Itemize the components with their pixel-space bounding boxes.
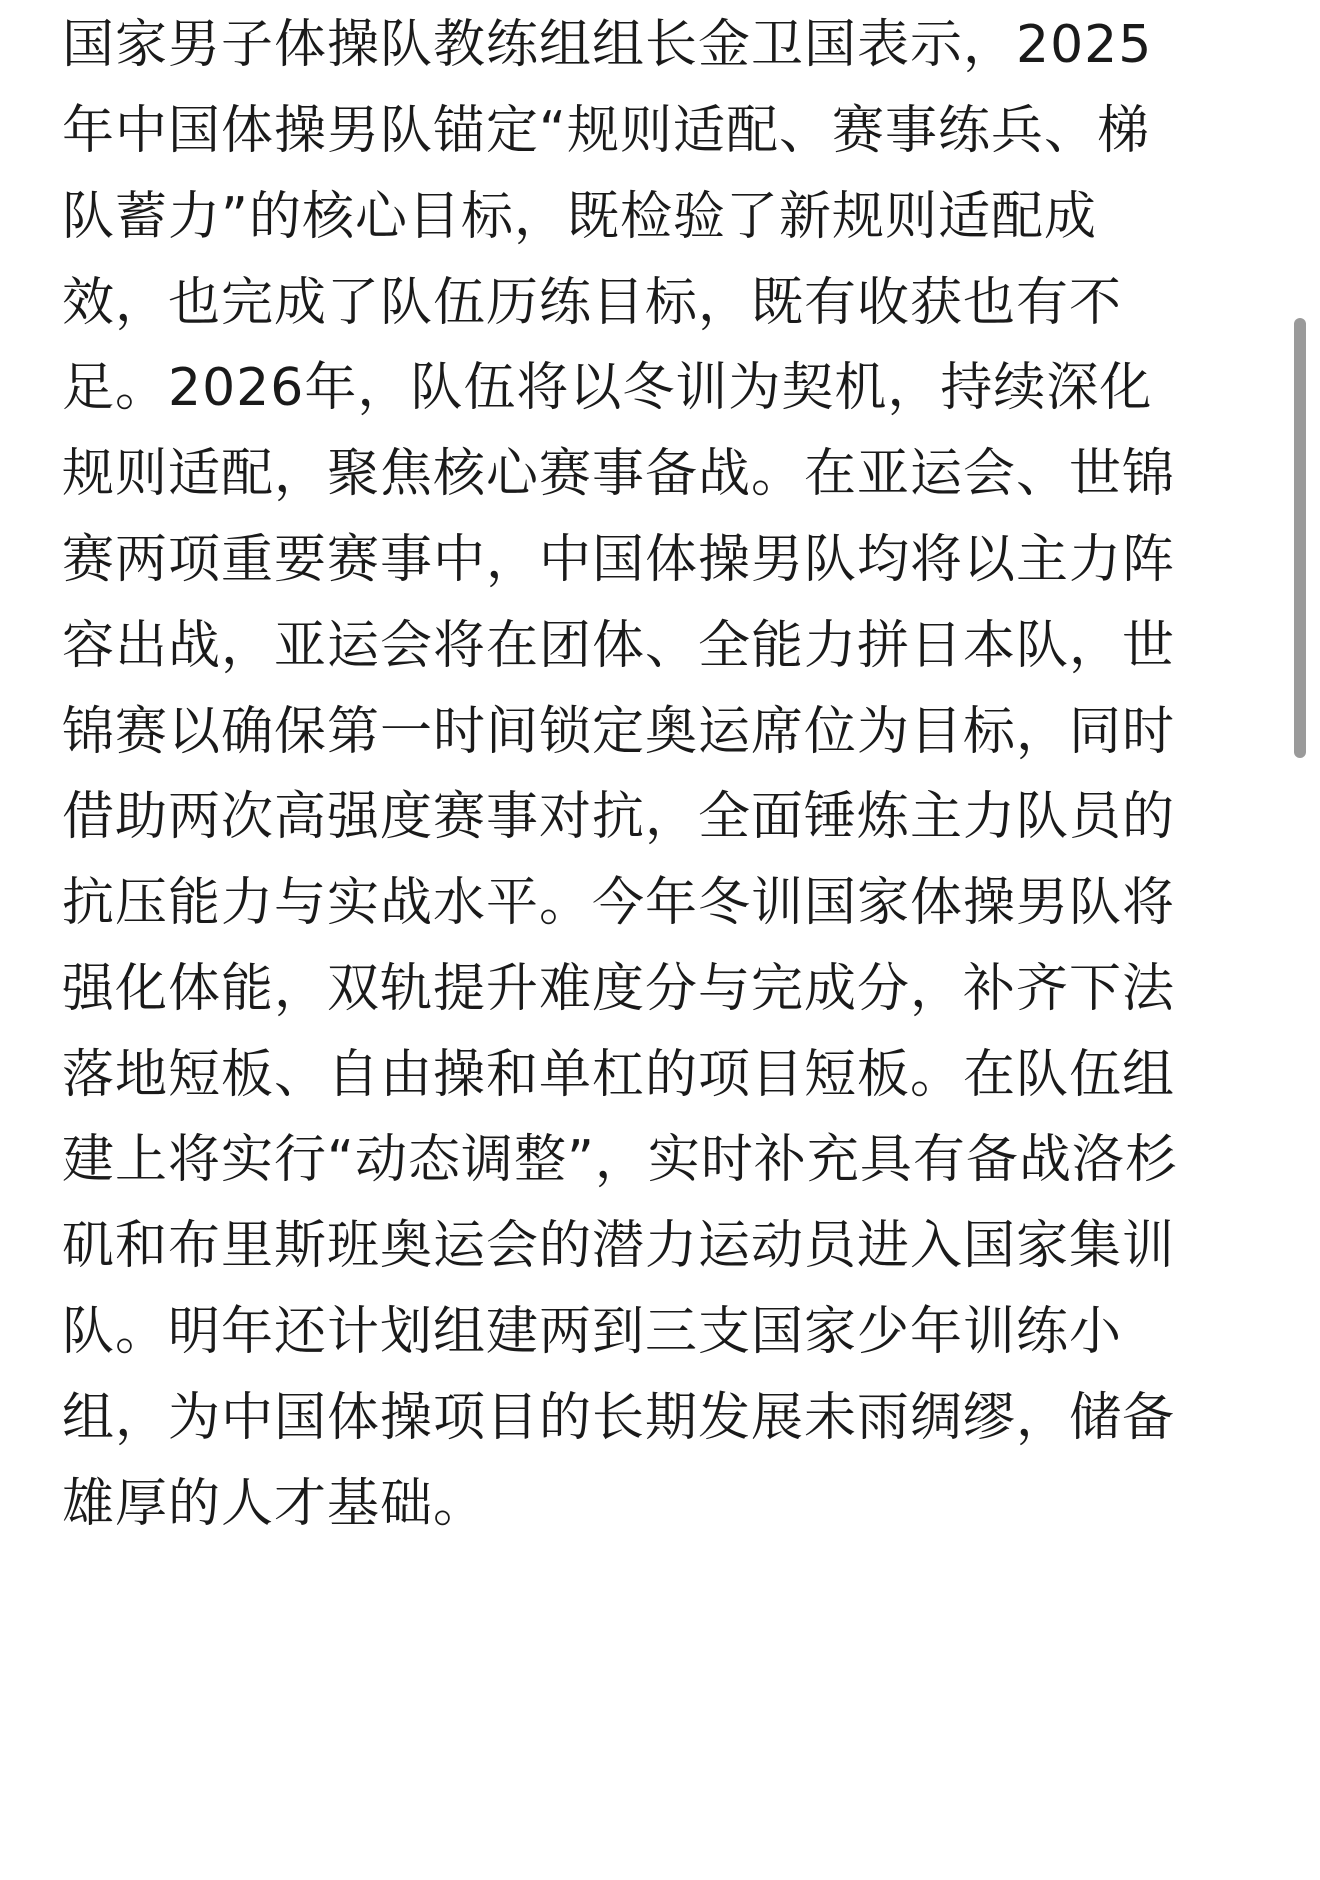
article-line-11: 抗压能力与实战水平。今年冬训国家体操男队将 [62,873,1176,933]
article-line-4: 效，也完成了队伍历练目标，既有收获也有不 [62,273,1123,333]
article-line-2: 年中国体操男队锚定“规则适配、赛事练兵、梯 [62,101,1150,161]
article-line-1: 国家男子体操队教练组组长金卫国表示，2025 [62,15,1153,75]
article-line-9: 锦赛以确保第一时间锁定奥运席位为目标，同时 [62,702,1176,762]
article-line-6: 规则适配，聚焦核心赛事备战。在亚运会、世锦 [62,444,1176,504]
article-line-5: 足。2026年，队伍将以冬训为契机，持续深化 [62,358,1153,418]
vertical-scrollbar[interactable] [1290,0,1320,1880]
article-line-15: 矶和布里斯班奥运会的潜力运动员进入国家集训 [62,1216,1176,1276]
scrollbar-thumb[interactable] [1294,318,1306,758]
article-line-12: 强化体能，双轨提升难度分与完成分，补齐下法 [62,959,1176,1019]
article-line-10: 借助两次高强度赛事对抗，全面锤炼主力队员的 [62,787,1176,847]
article-line-16: 队。明年还计划组建两到三支国家少年训练小 [62,1302,1123,1362]
article-line-7: 赛两项重要赛事中，中国体操男队均将以主力阵 [62,530,1176,590]
article-line-8: 容出战，亚运会将在团体、全能力拼日本队，世 [62,616,1176,676]
article-line-14: 建上将实行“动态调整”，实时补充具有备战洛杉 [62,1130,1178,1190]
article-line-17: 组，为中国体操项目的长期发展未雨绸缪，储备 [62,1388,1176,1448]
article-line-13: 落地短板、自由操和单杠的项目短板。在队伍组 [62,1045,1176,1105]
article-line-18: 雄厚的人才基础。 [62,1474,487,1534]
article-line-3: 队蓄力”的核心目标，既检验了新规则适配成 [62,187,1097,247]
